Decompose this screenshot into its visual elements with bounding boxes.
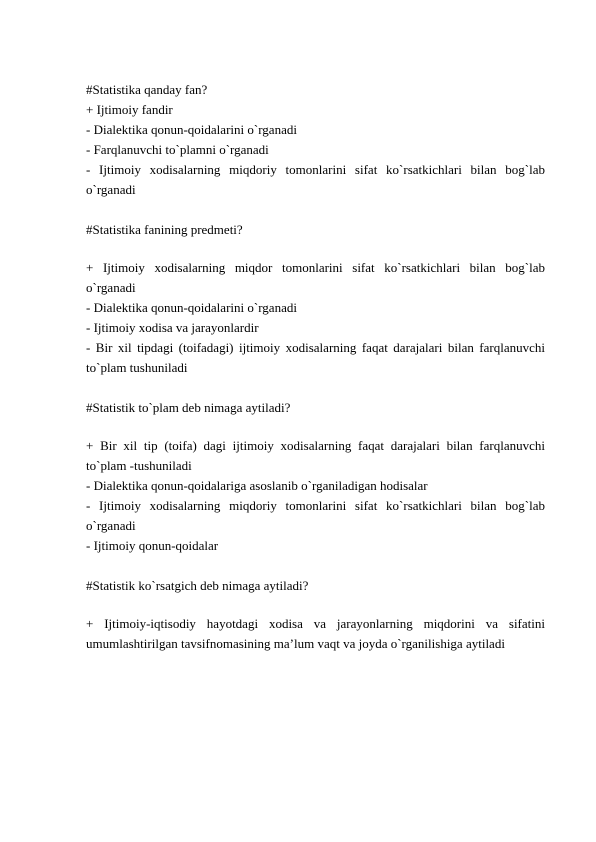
spacer [86,200,545,220]
answer-option: - Dialektika qonun-qoidalarini o`rganadi [86,122,297,137]
answer-option: - Ijtimoiy qonun-qoidalar [86,538,219,553]
answer-option: + Ijtimoiy fandir [86,102,173,117]
question-block-4 [86,576,545,654]
spacer [86,418,545,436]
question-text: #Statistik ko`rsatgich deb nimaga aytiladi? [86,578,309,593]
question-block-2 [86,220,545,378]
question-text: #Statistika qanday fan? [86,82,208,97]
answer-option: + Bir xil tip (toifa) dagi ijtimoiy xodisalarning faqat darajalari bilan farqlanuvchi to`plam -tushuniladi [86,438,545,473]
spacer [86,378,545,398]
answer-option: + Ijtimoiy-iqtisodiy hayotdagi xodisa va jarayonlarning miqdorini va sifatini umumlashtirilgan tavsifnomasining ma’lum vaqt va joyda o`rganilishiga aytiladi [86,616,545,651]
question-block-3 [86,398,545,556]
spacer [86,596,545,614]
answer-option: - Farqlanuvchi to`plamni o`rganadi [86,142,269,157]
answer-option: - Ijtimoiy xodisa va jarayonlardir [86,320,259,335]
question-block-1 [86,80,545,200]
answer-option: - Ijtimoiy xodisalarning miqdoriy tomonlarini sifat ko`rsatkichlari bilan bog`lab o`rganadi [86,162,545,197]
spacer [86,240,545,258]
question-text: #Statistika fanining predmeti? [86,222,243,237]
answer-option: - Dialektika qonun-qoidalarini o`rganadi [86,300,297,315]
answer-option: - Ijtimoiy xodisalarning miqdoriy tomonlarini sifat ko`rsatkichlari bilan bog`lab o`rganadi [86,498,545,533]
answer-option: - Dialektika qonun-qoidalariga asoslanib o`rganiladigan hodisalar [86,478,428,493]
question-text: #Statistik to`plam deb nimaga aytiladi? [86,400,291,415]
answer-option: - Bir xil tipdagi (toifadagi) ijtimoiy xodisalarning faqat darajalari bilan farqlanuvchi to`plam tushuniladi [86,340,545,375]
spacer [86,556,545,576]
answer-option: + Ijtimoiy xodisalarning miqdor tomonlarini sifat ko`rsatkichlari bilan bog`lab o`rganadi [86,260,545,295]
